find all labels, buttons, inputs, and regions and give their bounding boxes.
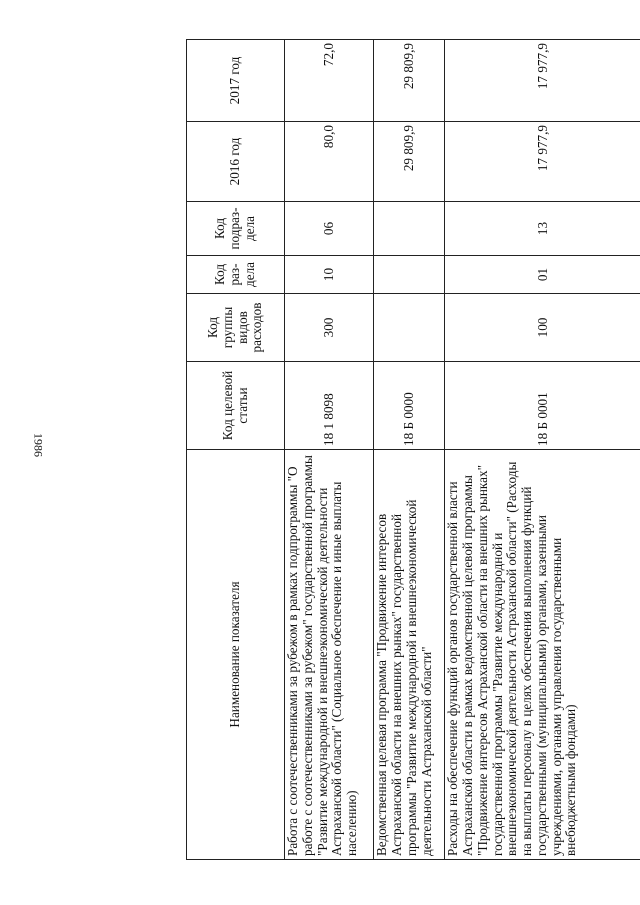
table-row bbox=[285, 40, 374, 860]
rotated-budget-table bbox=[186, 40, 640, 860]
header-year-2017: 2017 год bbox=[187, 40, 285, 122]
row-group-code bbox=[374, 294, 445, 362]
row-target-code: 18 Б 0001 bbox=[445, 362, 640, 450]
budget-table bbox=[186, 39, 640, 860]
row-name: Работа с соотечественниками за рубежом в рамках подпрограммы "О работе с соотечественниками за рубежом" государственной программы "Развитие международной и внешнеэкономической деятельности Астраханской области" (Социальное обеспечение и иные выплаты населению) bbox=[285, 450, 374, 860]
header-name: Наименование показателя bbox=[187, 450, 285, 860]
row-section-code: 10 bbox=[285, 256, 374, 294]
row-section-code: 01 bbox=[445, 256, 640, 294]
row-subsection-code: 06 bbox=[285, 202, 374, 256]
row-group-code: 300 bbox=[285, 294, 374, 362]
row-name: Ведомственная целевая программа "Продвижение интересов Астраханской области на внешних рынках" государственной программы "Развитие международной и внешнеэкономической деятельности Астраханской области" bbox=[374, 450, 445, 860]
page-number: 1986 bbox=[31, 433, 46, 457]
table-header-row bbox=[187, 40, 285, 860]
row-group-code: 100 bbox=[445, 294, 640, 362]
row-value-2017: 17 977,9 bbox=[445, 40, 640, 122]
row-subsection-code bbox=[374, 202, 445, 256]
header-group-code: Код группы видов расходов bbox=[187, 294, 285, 362]
header-target-code: Код целевой статьи bbox=[187, 362, 285, 450]
row-value-2016: 29 809,9 bbox=[374, 122, 445, 202]
row-target-code: 18 Б 0000 bbox=[374, 362, 445, 450]
header-subsection-code: Код подраз-дела bbox=[187, 202, 285, 256]
header-section-code: Код раз-дела bbox=[187, 256, 285, 294]
row-value-2016: 80,0 bbox=[285, 122, 374, 202]
row-name: Расходы на обеспечение функций органов государственной власти Астраханской области в рамках ведомственной целевой программы "Продвижение интересов Астраханской области на внешних рынках" государственной программы "Развитие международной и внешнеэкономической деятельности Астраханской области" (Расходы на выплаты персоналу в целях обеспечения выполнения функций государственными (муниципальными) органами, казенными учреждениями, органами управления государственными внебюджетными фондами) bbox=[445, 450, 640, 860]
row-value-2017: 72,0 bbox=[285, 40, 374, 122]
row-target-code: 18 1 8098 bbox=[285, 362, 374, 450]
header-year-2016: 2016 год bbox=[187, 122, 285, 202]
table-row bbox=[374, 40, 445, 860]
row-value-2017: 29 809,9 bbox=[374, 40, 445, 122]
row-subsection-code: 13 bbox=[445, 202, 640, 256]
row-value-2016: 17 977,9 bbox=[445, 122, 640, 202]
table-row bbox=[445, 40, 640, 860]
row-section-code bbox=[374, 256, 445, 294]
